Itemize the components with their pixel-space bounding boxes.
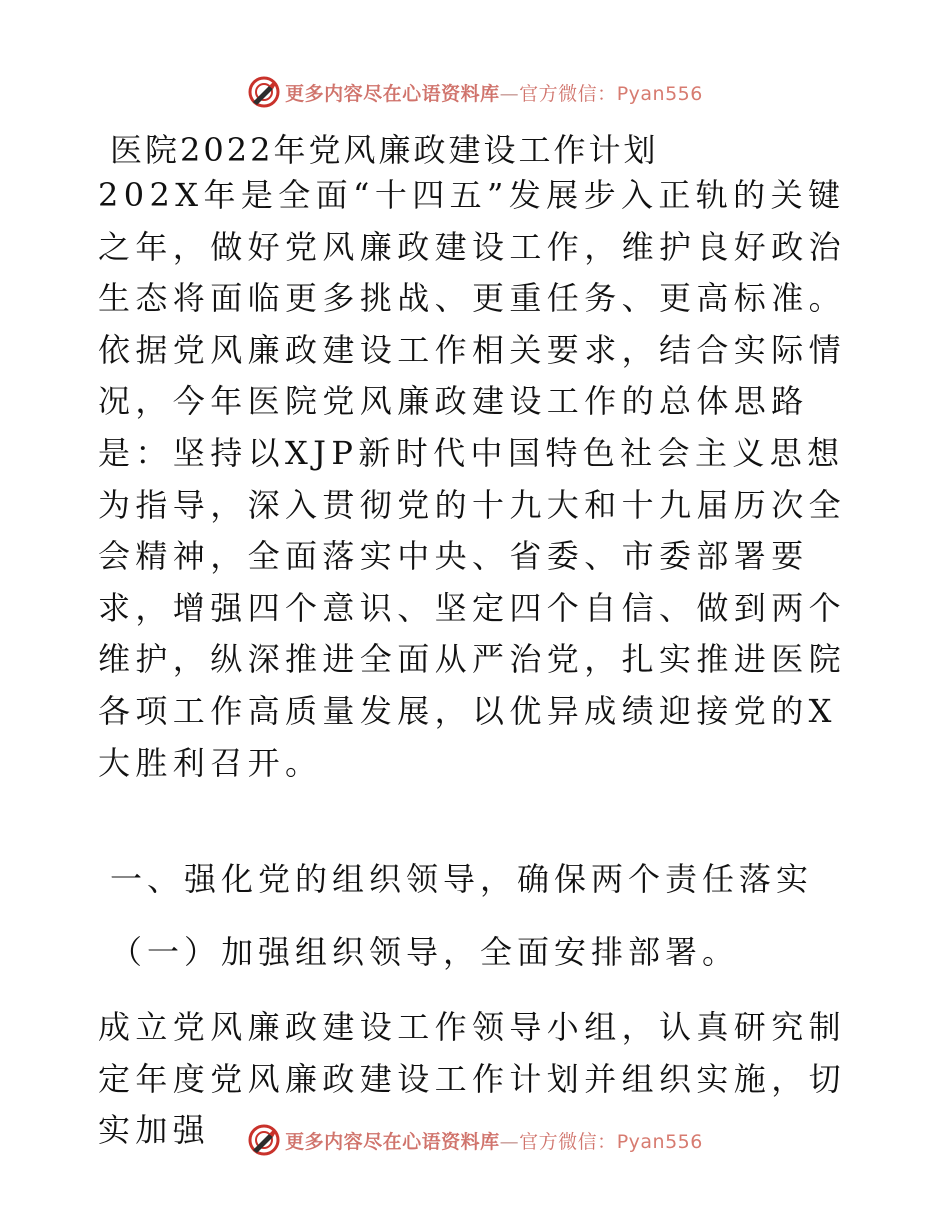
watermark-dash: — xyxy=(499,82,520,105)
subsection-heading: （一）加强组织领导，全面安排部署。 xyxy=(110,933,740,971)
watermark-banner-bottom xyxy=(0,1120,950,1160)
watermark-dash: — xyxy=(499,1130,520,1153)
document-title: 医院2022年党风廉政建设工作计划 xyxy=(110,131,659,169)
logo-icon xyxy=(247,1123,281,1157)
watermark-site-name: 更多内容尽在心语资料库 xyxy=(285,1130,500,1153)
watermark-wechat-id: Pyan556 xyxy=(616,1130,703,1153)
section-heading: 一、强化党的组织领导，确保两个责任落实 xyxy=(110,860,814,898)
watermark-wechat-label: 官方微信： xyxy=(519,1130,617,1153)
watermark-text xyxy=(285,79,703,106)
watermark-text xyxy=(285,1127,703,1154)
subsection-paragraph: 成立党风廉政建设工作领导小组，认真研究制定年度党风廉政建设工作计划并组织实施，切实加强 xyxy=(98,1008,847,1150)
watermark-wechat-id: Pyan556 xyxy=(616,82,703,105)
watermark-banner-top xyxy=(0,72,950,112)
intro-paragraph: 202X年是全面“十四五”发展步入正轨的关键之年，做好党风廉政建设工作，维护良好政治生态将面临更多挑战、更重任务、更高标准。依据党风廉政建设工作相关要求，结合实际情况，今年医院党风廉政建设工作的总体思路是：坚持以XJP新时代中国特色社会主义思想为指导，深入贯彻党的十九大和十九届历次全会精神，全面落实中央、省委、市委部署要求，增强四个意识、坚定四个自信、做到两个维护，纵深推进全面从严治党，扎实推进医院各项工作高质量发展，以优异成绩迎接党的X大胜利召开。 xyxy=(98,176,847,782)
watermark-wechat-label: 官方微信： xyxy=(519,82,617,105)
watermark-site-name: 更多内容尽在心语资料库 xyxy=(285,82,500,105)
logo-icon xyxy=(247,75,281,109)
